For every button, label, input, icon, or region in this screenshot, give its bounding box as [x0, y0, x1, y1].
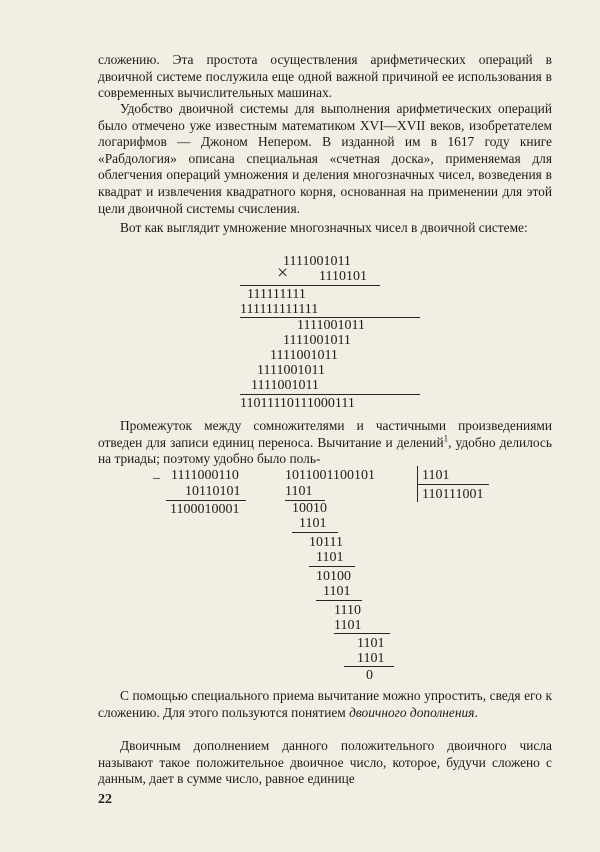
partial-product: 1111001011: [251, 378, 319, 393]
minus-sign: _: [153, 466, 160, 481]
paragraph-5-start: С помощью специального приема вычитание можно упростить, сведя его к сложению. Для этого пользуются понятием: [98, 688, 552, 720]
division-step: 1110: [334, 603, 361, 618]
paragraph-1: сложению. Эта простота осуществления арифметических операций в двоичной системе послужила еще одной важной причиной ее использования в современных вычислительных машинах.: [98, 52, 552, 101]
rule-line: [316, 600, 362, 601]
division-step: 10010: [292, 501, 327, 516]
multiplier: 1110101: [319, 269, 367, 284]
rule-line: [292, 532, 338, 533]
dividend: 1011001100101: [285, 468, 375, 483]
division-step: 1101: [334, 618, 362, 633]
multiplicand: 1111001011: [283, 254, 351, 269]
division-step: 1101: [285, 484, 313, 499]
paragraph-4-start: Промежуток между сомножителями и частичными произведениями отведен для записи единиц переноса. Вычитание и делений: [98, 418, 552, 450]
paragraph-5: [98, 688, 552, 721]
partial-product: 1111001011: [283, 333, 351, 348]
remainder: 0: [366, 668, 373, 683]
division-step: 1101: [299, 516, 327, 531]
times-sign: ×: [277, 262, 289, 284]
division-step: 10100: [316, 569, 351, 584]
paragraph-5-end: .: [474, 704, 478, 720]
paragraph-4: [98, 418, 552, 468]
paragraph-4-end: , удобно делилось на триады; поэтому удобно было поль-: [98, 434, 552, 467]
division-step: 1101: [357, 651, 385, 666]
difference: 1100010001: [170, 502, 240, 517]
partial-product: 1111001011: [270, 348, 338, 363]
page-number: 22: [98, 792, 112, 807]
partial-product: 1111001011: [297, 318, 365, 333]
division-step: 1101: [357, 636, 385, 651]
carry-row-2: 111111111111: [240, 302, 319, 317]
paragraph-2: Удобство двоичной системы для выполнения арифметических операций было отмечено уже известным математиком XVI—XVII веков, изобретателем логарифмов — Джоном Непером. В изданной им в 1617 году книге «Рабдология» описана специальная «счетная доска», применяемая для облегчения операций умножения и деления многозначных чисел, возведения в квадрат и извлечения квадратного корня, основанная на применении для этой цели двоичной системы счисления.: [98, 101, 552, 216]
rule-line: [334, 633, 390, 634]
quotient: 110111001: [422, 487, 484, 502]
division-step: 1101: [316, 550, 344, 565]
rule-line: [344, 666, 394, 667]
rule-line: [166, 500, 246, 501]
paragraph-6: Двоичным дополнением данного положительного двоичного числа называют такое положительное двоичное число, которое, будучи сложено с данным, дает в сумме число, равное единице: [98, 738, 552, 787]
rule-line: [309, 566, 355, 567]
carry-row-1: 111111111: [247, 287, 306, 302]
paragraph-3: Вот как выглядит умножение многозначных чисел в двоичной системе:: [120, 220, 528, 235]
rule-line: [240, 285, 380, 286]
divisor: 1101: [422, 468, 450, 483]
subtrahend: 10110101: [185, 484, 241, 499]
partial-product: 1111001011: [257, 363, 325, 378]
footnote-mark: 1: [443, 433, 449, 444]
minuend: 1111000110: [171, 468, 239, 483]
product-result: 11011110111000111: [240, 396, 355, 411]
term-italic: двоичного дополнения: [349, 704, 475, 720]
rule-line: [240, 394, 420, 395]
rule-line: [417, 484, 489, 485]
division-step: 1101: [323, 584, 351, 599]
division-step: 10111: [309, 535, 343, 550]
